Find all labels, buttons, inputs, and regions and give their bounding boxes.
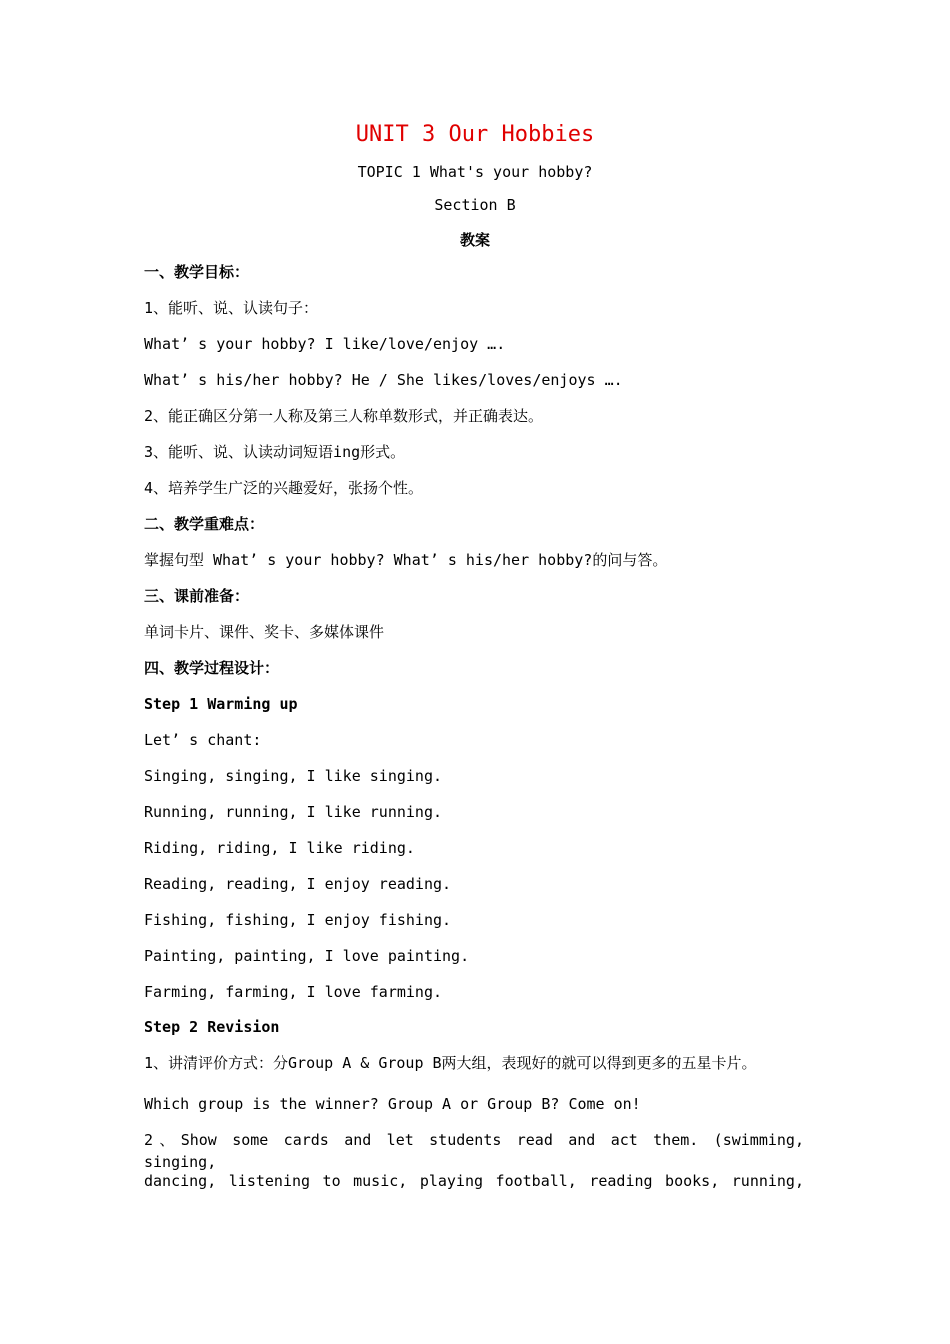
objective-item: What’ s your hobby? I like/love/enjoy …. [144,335,506,353]
unit-title: UNIT 3 Our Hobbies [355,122,595,147]
objective-item: 1、能听、说、认读句子： [144,299,319,317]
step1-intro: Let’ s chant: [144,731,262,749]
step2-item: 2、Show some cards and let students read and act them. (swimming, singing, [144,1131,804,1171]
objectives-heading: 一、教学目标： [144,263,250,281]
step2-item: 1、讲清评价方式：分Group A & Group B两大组，表现好的就可以得到更多的五星卡片。 [144,1054,757,1072]
step2-item: dancing, listening to music, playing football, reading books, running, [144,1172,804,1190]
step2-item: Which group is the winner? Group A or Group B? Come on! [144,1095,641,1113]
section-title: Section B [434,196,516,214]
doc-type-title: 教案 [459,231,490,249]
topic-title: TOPIC 1 What's your hobby? [357,163,593,181]
chant-line: Reading, reading, I enjoy reading. [144,875,452,893]
preparation-text: 单词卡片、课件、奖卡、多媒体课件 [144,623,385,641]
chant-line: Fishing, fishing, I enjoy fishing. [144,911,452,929]
objective-item: What’ s his/her hobby? He / She likes/loves/enjoys …. [144,371,623,389]
chant-line: Painting, painting, I love painting. [144,947,470,965]
chant-line: Running, running, I like running. [144,803,443,821]
objective-item: 4、培养学生广泛的兴趣爱好，张扬个性。 [144,479,424,497]
chant-line: Riding, riding, I like riding. [144,839,415,857]
objective-item: 3、能听、说、认读动词短语ing形式。 [144,443,406,461]
step1-title: Step 1 Warming up [144,695,298,713]
chant-line: Farming, farming, I love farming. [144,983,443,1001]
key-points-heading: 二、教学重难点： [144,515,265,533]
step2-title: Step 2 Revision [144,1018,280,1036]
objective-item: 2、能正确区分第一人称及第三人称单数形式，并正确表达。 [144,407,544,425]
key-points-text: 掌握句型 What’ s your hobby? What’ s his/her hobby?的问与答。 [144,551,668,569]
chant-line: Singing, singing, I like singing. [144,767,443,785]
process-heading: 四、教学过程设计： [144,659,280,677]
preparation-heading: 三、课前准备： [144,587,250,605]
